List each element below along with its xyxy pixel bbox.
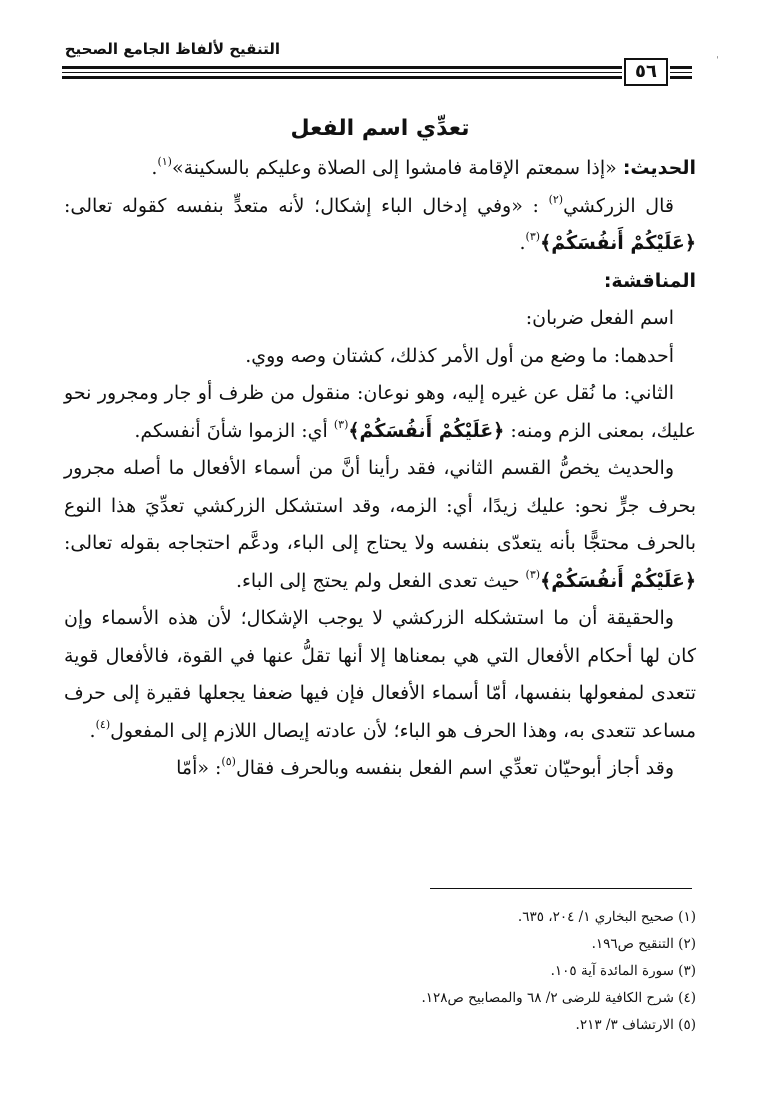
running-title: التنقيح لألفاظ الجامع الصحيح [64,40,280,58]
header-rule-stub [670,66,692,69]
second-type-gloss: أي: الزموا شأنَ أنفسكم. [134,419,328,442]
hadith-analysis-text: والحديث يخصُّ القسم الثاني، فقد رأينا أنَّ من أسماء الأفعال ما أصله مجرور بحرف جرٍّ نحو: عليك زيدًا، أي: الزمه، وقد استشكل الزركشي تعدِّيَ هذا النوع بالحرف محتجًّا بأنه يتعدّى بنفسه ولا يحتاج إلى الباء، ودعَّم احتجاجه بقوله تعالى: [64,457,696,554]
footnote-divider [430,888,692,889]
footnote-ref[interactable]: (٤) [95,717,111,731]
footnote-ref[interactable]: (٢) [548,192,564,206]
paragraph-first-type: أحدهما: ما وضع من أول الأمر كذلك، كشتان وصه ووي. [245,344,674,367]
paragraph-types: اسم الفعل ضربان: [525,307,674,329]
header-rule [62,76,622,79]
zarkashi-text: : «وفي إدخال الباء إشكال؛ لأنه متعدٍّ بنفسه كقوله تعالى: [64,194,539,217]
page-number: ٥٦ [624,58,668,86]
hadith-analysis-end: حيث تعدى الفعل ولم يحتج إلى الباء. [235,569,520,592]
footnote-item: (٢) التنقيح ص١٩٦. [591,936,696,952]
footnote-item: (٤) شرح الكافية للرضى ٢/ ٦٨ والمصابيح ص١٢٨. [421,990,696,1006]
footnote-item: (٥) الارتشاف ٣/ ٢١٣. [575,1017,696,1033]
paragraph-abuhayyan [64,750,696,788]
section-title: تعدِّي اسم الفعل [290,116,470,141]
quran-verse: ﴿عَلَيْكُمْ أَنفُسَكُمْ﴾ [540,232,696,254]
header-rule [62,72,622,73]
hadith-label: الحديث: [622,157,696,179]
footnote-item: (٣) سورة المائدة آية ١٠٥. [550,963,696,979]
footnote-ref[interactable]: (٥) [221,755,236,768]
abuhayyan-quote-start: : «أمّا [176,757,222,779]
header-rule [62,66,622,69]
main-text [64,150,696,788]
footnotes [76,904,696,1039]
paragraph-hadith-analysis [64,450,696,600]
quran-verse: ﴿عَلَيْكُمْ أَنفُسَكُمْ﴾ [540,569,696,592]
hadith-text: «إذا سمعتم الإقامة فامشوا إلى الصلاة وعليكم بالسكينة» [171,157,617,179]
munaqasha-heading [64,263,696,301]
zarkashi-pre: قال الزركشي [563,194,674,217]
header-rule-stub [670,72,692,73]
footnote-ref[interactable]: (١) [157,155,172,168]
footnote-ref[interactable]: (٣) [333,417,349,431]
quran-verse: ﴿عَلَيْكُمْ أَنفُسَكُمْ﴾ [348,419,505,442]
footnote-ref[interactable]: (٣) [525,230,541,243]
scan-mark: ˈ [716,56,719,67]
footnote-item: (١) صحيح البخاري ١/ ٢٠٤، ٦٣٥. [517,909,696,925]
truth-text: والحقيقة أن ما استشكله الزركشي لا يوجب الإشكال؛ لأن هذه الأسماء وإن كان لها أحكام الأفعال التي هي بمعناها إلا أنها تقلُّ عنها في القوة، فالأفعال قوية تتعدى لمفعولها بنفسها، أمّا أسماء الأفعال فإن فيها ضعفا يجعلها فقيرة إلى حرف مساعد تتعدى به، وهذا الحرف هو الباء؛ لأن عادته إيصال اللازم إلى المفعول [64,607,696,742]
paragraph-second-type [64,375,696,450]
hadith-paragraph: الحديث: «إذا سمعتم الإقامة فامشوا إلى الصلاة وعليكم بالسكينة»$^{(١)}$. [151,155,696,179]
zarkashi-paragraph: قال الزركشي$^{(٢)}$ : «وفي إدخال الباء إشكال؛ لأنه متعدٍّ بنفسه كقوله تعالى: ﴿عَلَيْكُمْ أَنفُسَكُمْ﴾$^{(٣)}$. [64,192,696,254]
abuhayyan-text: وقد أجاز أبوحيّان تعدِّي اسم الفعل بنفسه وبالحرف فقال [235,757,674,779]
second-type-text: الثاني: ما نُقل عن غيره إليه، وهو نوعان: منقول من ظرف أو جار ومجرور نحو عليك، بمعنى الزم ومنه: [64,382,696,442]
footnote-ref[interactable]: (٣) [525,567,541,581]
munaqasha-label: المناقشة: [603,269,696,292]
paragraph-truth: والحقيقة أن ما استشكله الزركشي لا يوجب الإشكال؛ لأن هذه الأسماء وإن كان لها أحكام الأفعال التي هي بمعناها إلا أنها تقلُّ عنها في القوة، فالأفعال قوية تتعدى لمفعولها بنفسها، أمّا أسماء الأفعال فإن فيها ضعفا يجعلها فقيرة إلى حرف مساعد تتعدى به، وهذا الحرف هو الباء؛ لأن عادته إيصال اللازم إلى المفعول$^{(٤)}$. [64,607,696,742]
header-rule-stub [670,76,692,79]
